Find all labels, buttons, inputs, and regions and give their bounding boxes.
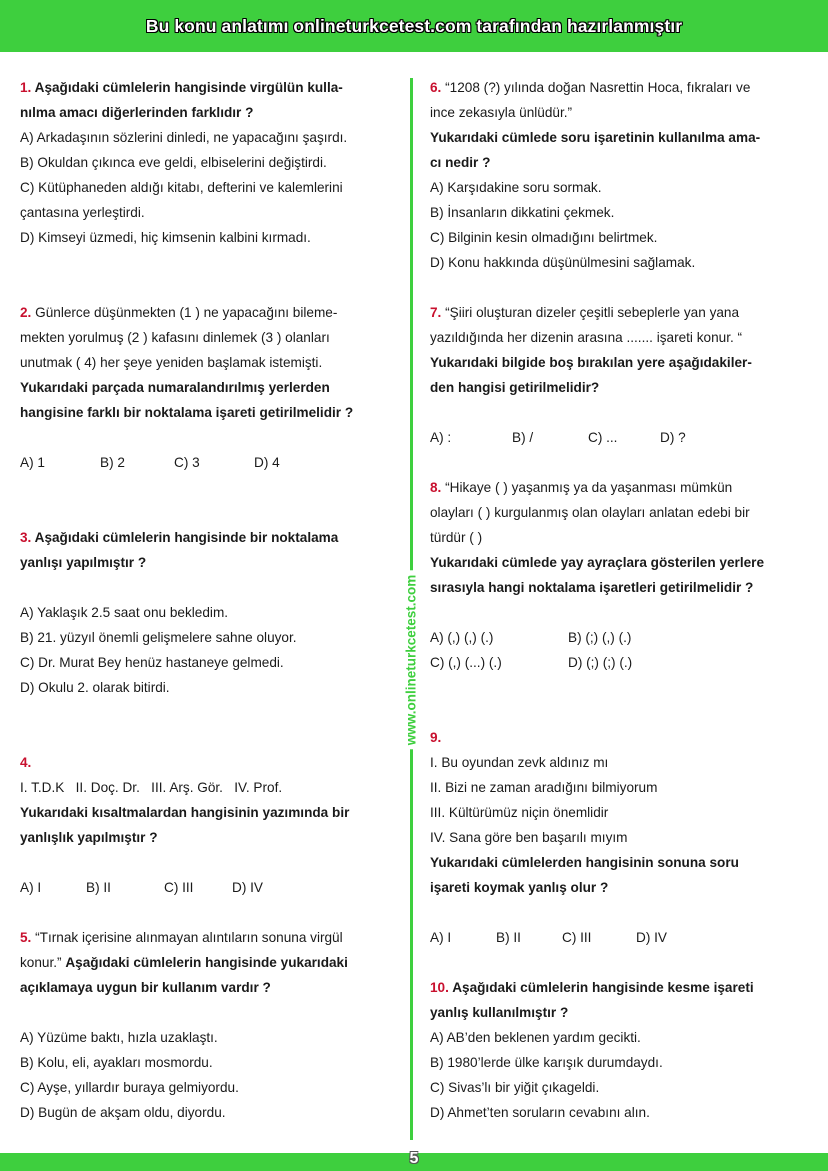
question-7	[430, 300, 815, 450]
option-c[interactable]: C) 3	[174, 455, 200, 470]
option-b[interactable]: B) 21. yüzyıl önemli gelişmelere sahne oluyor.	[20, 630, 297, 645]
question-stem: Aşağıdaki cümlelerin hangisinde kesme işareti	[452, 980, 754, 995]
question-stem: yanlışlık yapılmıştır ?	[20, 830, 158, 845]
question-stem: Yukarıdaki kısaltmalardan hangisinin yazımında bir	[20, 805, 350, 820]
sentence-item: IV. Sana göre ben başarılı mıyım	[430, 830, 628, 845]
option-b[interactable]: B) Okuldan çıkınca eve geldi, elbiselerini değiştirdi.	[20, 155, 327, 170]
option-a[interactable]: A) I	[430, 930, 452, 945]
question-stem: yanlış kullanılmıştır ?	[430, 1005, 569, 1020]
question-stem: Aşağıdaki cümlelerin hangisinde bir noktalama	[34, 530, 339, 545]
question-stem: yanlışı yapılmıştır ?	[20, 555, 147, 570]
option-c[interactable]: C) III	[562, 930, 592, 945]
question-number: 6.	[430, 80, 442, 95]
quote-text: türdür ( )	[430, 530, 483, 545]
question-stem: den hangisi getirilmelidir?	[430, 380, 600, 395]
option-a[interactable]: A) 1	[20, 455, 45, 470]
question-number: 4.	[20, 755, 32, 770]
option-d[interactable]: D) IV	[232, 880, 263, 895]
question-6	[430, 75, 815, 275]
question-stem: Yukarıdaki cümlelerden hangisinin sonuna soru	[430, 855, 739, 870]
option-a[interactable]: A) Yüzüme baktı, hızla uzaklaştı.	[20, 1030, 218, 1045]
option-a[interactable]: A) Arkadaşının sözlerini dinledi, ne yapacağını şaşırdı.	[20, 130, 348, 145]
question-2	[20, 300, 398, 475]
question-number: 3.	[20, 530, 32, 545]
option-d[interactable]: D) Ahmet’ten soruların cevabını alın.	[430, 1105, 650, 1120]
question-stem: Yukarıdaki cümlede yay ayraçlara gösterilen yerlere	[430, 555, 765, 570]
sentence-item: I. Bu oyundan zevk aldınız mı	[430, 755, 609, 770]
option-c[interactable]: C) Ayşe, yıllardır buraya gelmiyordu.	[20, 1080, 239, 1095]
question-stem: Aşağıdaki cümlelerin hangisinde virgülün kulla-	[34, 80, 343, 95]
option-c[interactable]: C) (,) (...) (.)	[430, 655, 502, 670]
option-d[interactable]: D) Bugün de akşam oldu, diyordu.	[20, 1105, 226, 1120]
option-c[interactable]: C) Dr. Murat Bey henüz hastaneye gelmedi.	[20, 655, 284, 670]
options-grid	[430, 625, 815, 675]
question-10	[430, 975, 815, 1125]
question-9	[430, 725, 815, 950]
question-8	[430, 475, 815, 675]
option-b[interactable]: B) 1980’lerde ülke karışık durumdaydı.	[430, 1055, 663, 1070]
option-b[interactable]: B) Kolu, eli, ayakları mosmordu.	[20, 1055, 213, 1070]
option-b[interactable]: B) İnsanların dikkatini çekmek.	[430, 205, 615, 220]
option-a[interactable]: A) I	[20, 880, 42, 895]
option-c[interactable]: C) Kütüphaneden aldığı kitabı, defterini ve kalemlerini	[20, 180, 343, 195]
abbreviation-list: I. T.D.K II. Doç. Dr. III. Arş. Gör. IV. Prof.	[20, 780, 283, 795]
question-number: 8.	[430, 480, 442, 495]
sentence-item: II. Bizi ne zaman aradığını bilmiyorum	[430, 780, 658, 795]
quote-text: “1208 (?) yılında doğan Nasrettin Hoca, fıkraları ve	[445, 80, 751, 95]
passage-text: Günlerce düşünmekten (1 ) ne yapacağını bileme-	[35, 305, 338, 320]
option-d[interactable]: D) (;) (;) (.)	[568, 655, 633, 670]
question-stem: işareti koymak yanlış olur ?	[430, 880, 609, 895]
option-a[interactable]: A) Karşıdakine soru sormak.	[430, 180, 602, 195]
quote-text: “Tırnak içerisine alınmayan alıntıların sonuna virgül	[35, 930, 343, 945]
question-5	[20, 925, 398, 1125]
option-d[interactable]: D) ?	[660, 430, 686, 445]
option-a[interactable]: A) AB’den beklenen yardım gecikti.	[430, 1030, 641, 1045]
option-b[interactable]: B) 2	[100, 455, 125, 470]
option-c[interactable]: C) III	[164, 880, 194, 895]
option-c[interactable]: C) Bilginin kesin olmadığını belirtmek.	[430, 230, 658, 245]
question-number: 7.	[430, 305, 442, 320]
option-b[interactable]: B) II	[496, 930, 521, 945]
option-c[interactable]: C) Sivas’lı bir yiğit çıkageldi.	[430, 1080, 600, 1095]
passage-text: unutmak ( 4) her şeye yeniden başlamak istemişti.	[20, 355, 323, 370]
question-stem: açıklamaya uygun bir kullanım vardır ?	[20, 980, 271, 995]
question-stem: Yukarıdaki bilgide boş bırakılan yere aşağıdakiler-	[430, 355, 752, 370]
option-b[interactable]: B) (;) (,) (.)	[568, 630, 632, 645]
option-d[interactable]: D) IV	[636, 930, 667, 945]
quote-text: “Şiiri oluşturan dizeler çeşitli sebeplerle yan yana	[445, 305, 740, 320]
option-d[interactable]: D) 4	[254, 455, 280, 470]
question-number: 5.	[20, 930, 32, 945]
option-d[interactable]: D) Kimseyi üzmedi, hiç kimsenin kalbini kırmadı.	[20, 230, 311, 245]
option-a[interactable]: A) Yaklaşık 2.5 saat onu bekledim.	[20, 605, 229, 620]
option-a[interactable]: A) (,) (,) (.)	[430, 630, 494, 645]
options-row	[20, 450, 398, 475]
question-1	[20, 75, 398, 250]
question-stem: Yukarıdaki cümlede soru işaretinin kullanılma ama-	[430, 130, 761, 145]
question-stem: sırasıyla hangi noktalama işaretleri getirilmelidir ?	[430, 580, 754, 595]
option-d[interactable]: D) Konu hakkında düşünülmesini sağlamak.	[430, 255, 696, 270]
options-row	[20, 875, 398, 900]
question-number: 10.	[430, 980, 449, 995]
page-number: 5	[409, 1150, 419, 1167]
option-a[interactable]: A) :	[430, 430, 452, 445]
quote-text: ince zekasıyla ünlüdür.”	[430, 105, 573, 120]
passage-text: mekten yorulmuş (2 ) kafasını dinlemek (3 ) olanları	[20, 330, 330, 345]
sentence-item: III. Kültürümüz niçin önemlidir	[430, 805, 609, 820]
quote-text: yazıldığında her dizenin arasına ....... işareti konur. “	[430, 330, 743, 345]
options-row	[430, 925, 815, 950]
option-c[interactable]: C) ...	[588, 430, 618, 445]
header-banner	[0, 0, 828, 52]
option-b[interactable]: B) II	[86, 880, 111, 895]
question-4	[20, 750, 398, 900]
question-number: 2.	[20, 305, 32, 320]
quote-text: konur.”	[20, 955, 62, 970]
header-title: Bu konu anlatımı onlineturkcetest.com tarafından hazırlanmıştır	[145, 15, 683, 36]
side-watermark-text: www.onlineturkcetest.com	[404, 571, 419, 750]
question-number: 9.	[430, 730, 442, 745]
option-b[interactable]: B) /	[512, 430, 534, 445]
option-c-cont[interactable]: çantasına yerleştirdi.	[20, 205, 145, 220]
options-row	[430, 425, 815, 450]
question-stem: Aşağıdaki cümlelerin hangisinde yukarıdaki	[65, 955, 348, 970]
question-number: 1.	[20, 80, 32, 95]
question-stem: nılma amacı diğerlerinden farklıdır ?	[20, 105, 254, 120]
option-d[interactable]: D) Okulu 2. olarak bitirdi.	[20, 680, 170, 695]
question-stem: cı nedir ?	[430, 155, 491, 170]
question-3	[20, 525, 398, 700]
quote-text: olayları ( ) kurgulanmış olan olayları anlatan edebi bir	[430, 505, 750, 520]
question-stem: Yukarıdaki parçada numaralandırılmış yerlerden	[20, 380, 330, 395]
question-stem: hangisine farklı bir noktalama işareti getirilmelidir ?	[20, 405, 354, 420]
quote-text: “Hikaye ( ) yaşanmış ya da yaşanması mümkün	[445, 480, 733, 495]
